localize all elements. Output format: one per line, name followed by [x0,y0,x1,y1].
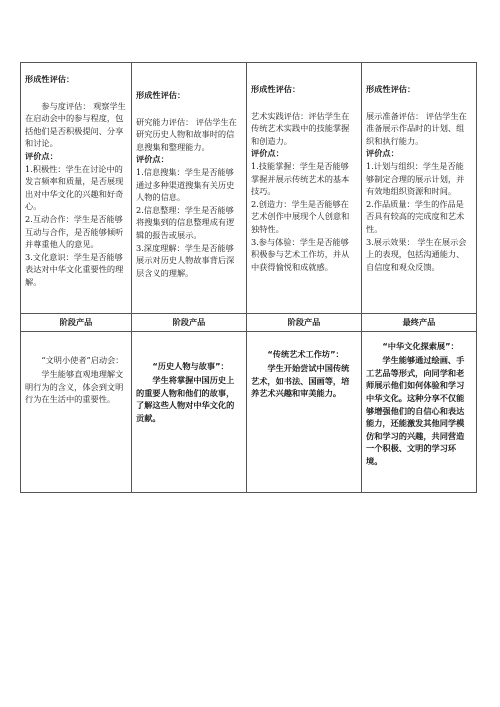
product-description: 学生将掌握中国历史上的重要人物和他们的故事，了解这些人物对中华文化的贡献。 [136,375,235,423]
eval-intro: 参与度评估： 观察学生在启动会中的参与程度，包括他们是否积极提问、分享和讨论。 [25,100,126,149]
eval-point: 2.创造力：学生是否能够在艺术创作中展现个人创意和独特性。 [251,198,350,234]
product-row [21,331,477,492]
points-heading: 评价点： [25,150,58,161]
product-header-row [21,314,477,332]
eval-intro: 研究能力评估： 评估学生在研究历史人物和故事时的信息搜集和整理能力。 [136,116,237,152]
formative-evaluation-row [21,63,477,314]
product-header: 阶段产品 [247,314,362,332]
eval-point: 1.信息搜集：学生是否能够通过多种渠道搜集有关历史人物的信息。 [136,166,235,203]
points-heading: 评价点： [136,154,169,165]
eval-point: 1.计划与组织：学生是否能够制定合理的展示计划，并有效地组织资源和时间。 [366,160,465,197]
eval-point: 3.文化意识：学生是否能够表达对中华文化重要性的理解。 [25,251,124,287]
eval-point: 2.信息整理：学生是否能够将搜集到的信息整理成有逻辑的报告或展示。 [136,204,235,240]
product-cell-3 [247,331,362,492]
product-title: “传统艺术工作坊”： [267,348,344,359]
eval-point: 3.展示效果： 学生在展示会上的表现，包括沟通能力、自信度和观众反馈。 [366,236,467,272]
product-header: 最终产品 [362,314,477,332]
product-title: “中华文化探索展”： [382,340,459,351]
eval-cell-3 [247,63,362,314]
points-heading: 评价点： [366,148,399,159]
eval-intro: 艺术实践评估：评估学生在传统艺术实践中的技能掌握和创造力。 [251,110,350,146]
eval-heading: 形成性评估： [251,84,301,94]
product-description: 学生能够直观地理解文明行为的含义，体会到文明行为在生活中的重要性。 [25,369,124,405]
product-header: 阶段产品 [21,314,132,332]
product-cell-1 [21,331,132,492]
evaluation-table [20,62,477,493]
product-title: “文明小使者”启动会： [41,354,124,365]
product-header: 阶段产品 [132,314,247,332]
product-cell-2 [132,331,247,492]
eval-point: 3.深度理解：学生是否能够展示对历史人物故事背后深层含义的理解。 [136,242,235,278]
eval-point: 1.技能掌握：学生是否能够掌握并展示传统艺术的基本技巧。 [251,160,350,197]
eval-cell-4 [362,63,477,314]
eval-cell-1 [21,63,132,314]
eval-point: 3.参与体验：学生是否能够积极参与艺术工作坊，并从中获得愉悦和成就感。 [251,236,350,272]
eval-cell-2 [132,63,247,314]
eval-point: 1.积极性：学生在讨论中的发言频率和质量，是否展现出对中华文化的兴趣和好奇心。 [25,163,124,212]
product-description: 学生开始尝试中国传统艺术，如书法、国画等，培养艺术兴趣和审美能力。 [251,363,350,399]
eval-heading: 形成性评估： [366,84,416,94]
points-heading: 评价点： [251,148,284,159]
product-cell-4 [362,331,477,492]
eval-heading: 形成性评估： [25,74,75,84]
eval-point: 2.互动合作：学生是否能够互动与合作，是否能够倾听并尊重他人的意见。 [25,213,124,250]
eval-intro: 展示准备评估： 评估学生在准备展示作品时的计划、组织和执行能力。 [366,110,467,146]
product-description: 学生能够通过绘画、手工艺品等形式，向同学和老师展示他们如何体验和学习中华文化。这种分享不仅能够增强他们的自信心和表达能力，还能激发其他同学模仿和学习的兴趣，共同营造一个积极、文明的学习环境。 [366,355,465,466]
product-title: “历史人物与故事”： [152,360,229,371]
eval-point: 2.作品质量：学生的作品是否具有较高的完成度和艺术性。 [366,198,465,234]
eval-heading: 形成性评估： [136,90,186,100]
